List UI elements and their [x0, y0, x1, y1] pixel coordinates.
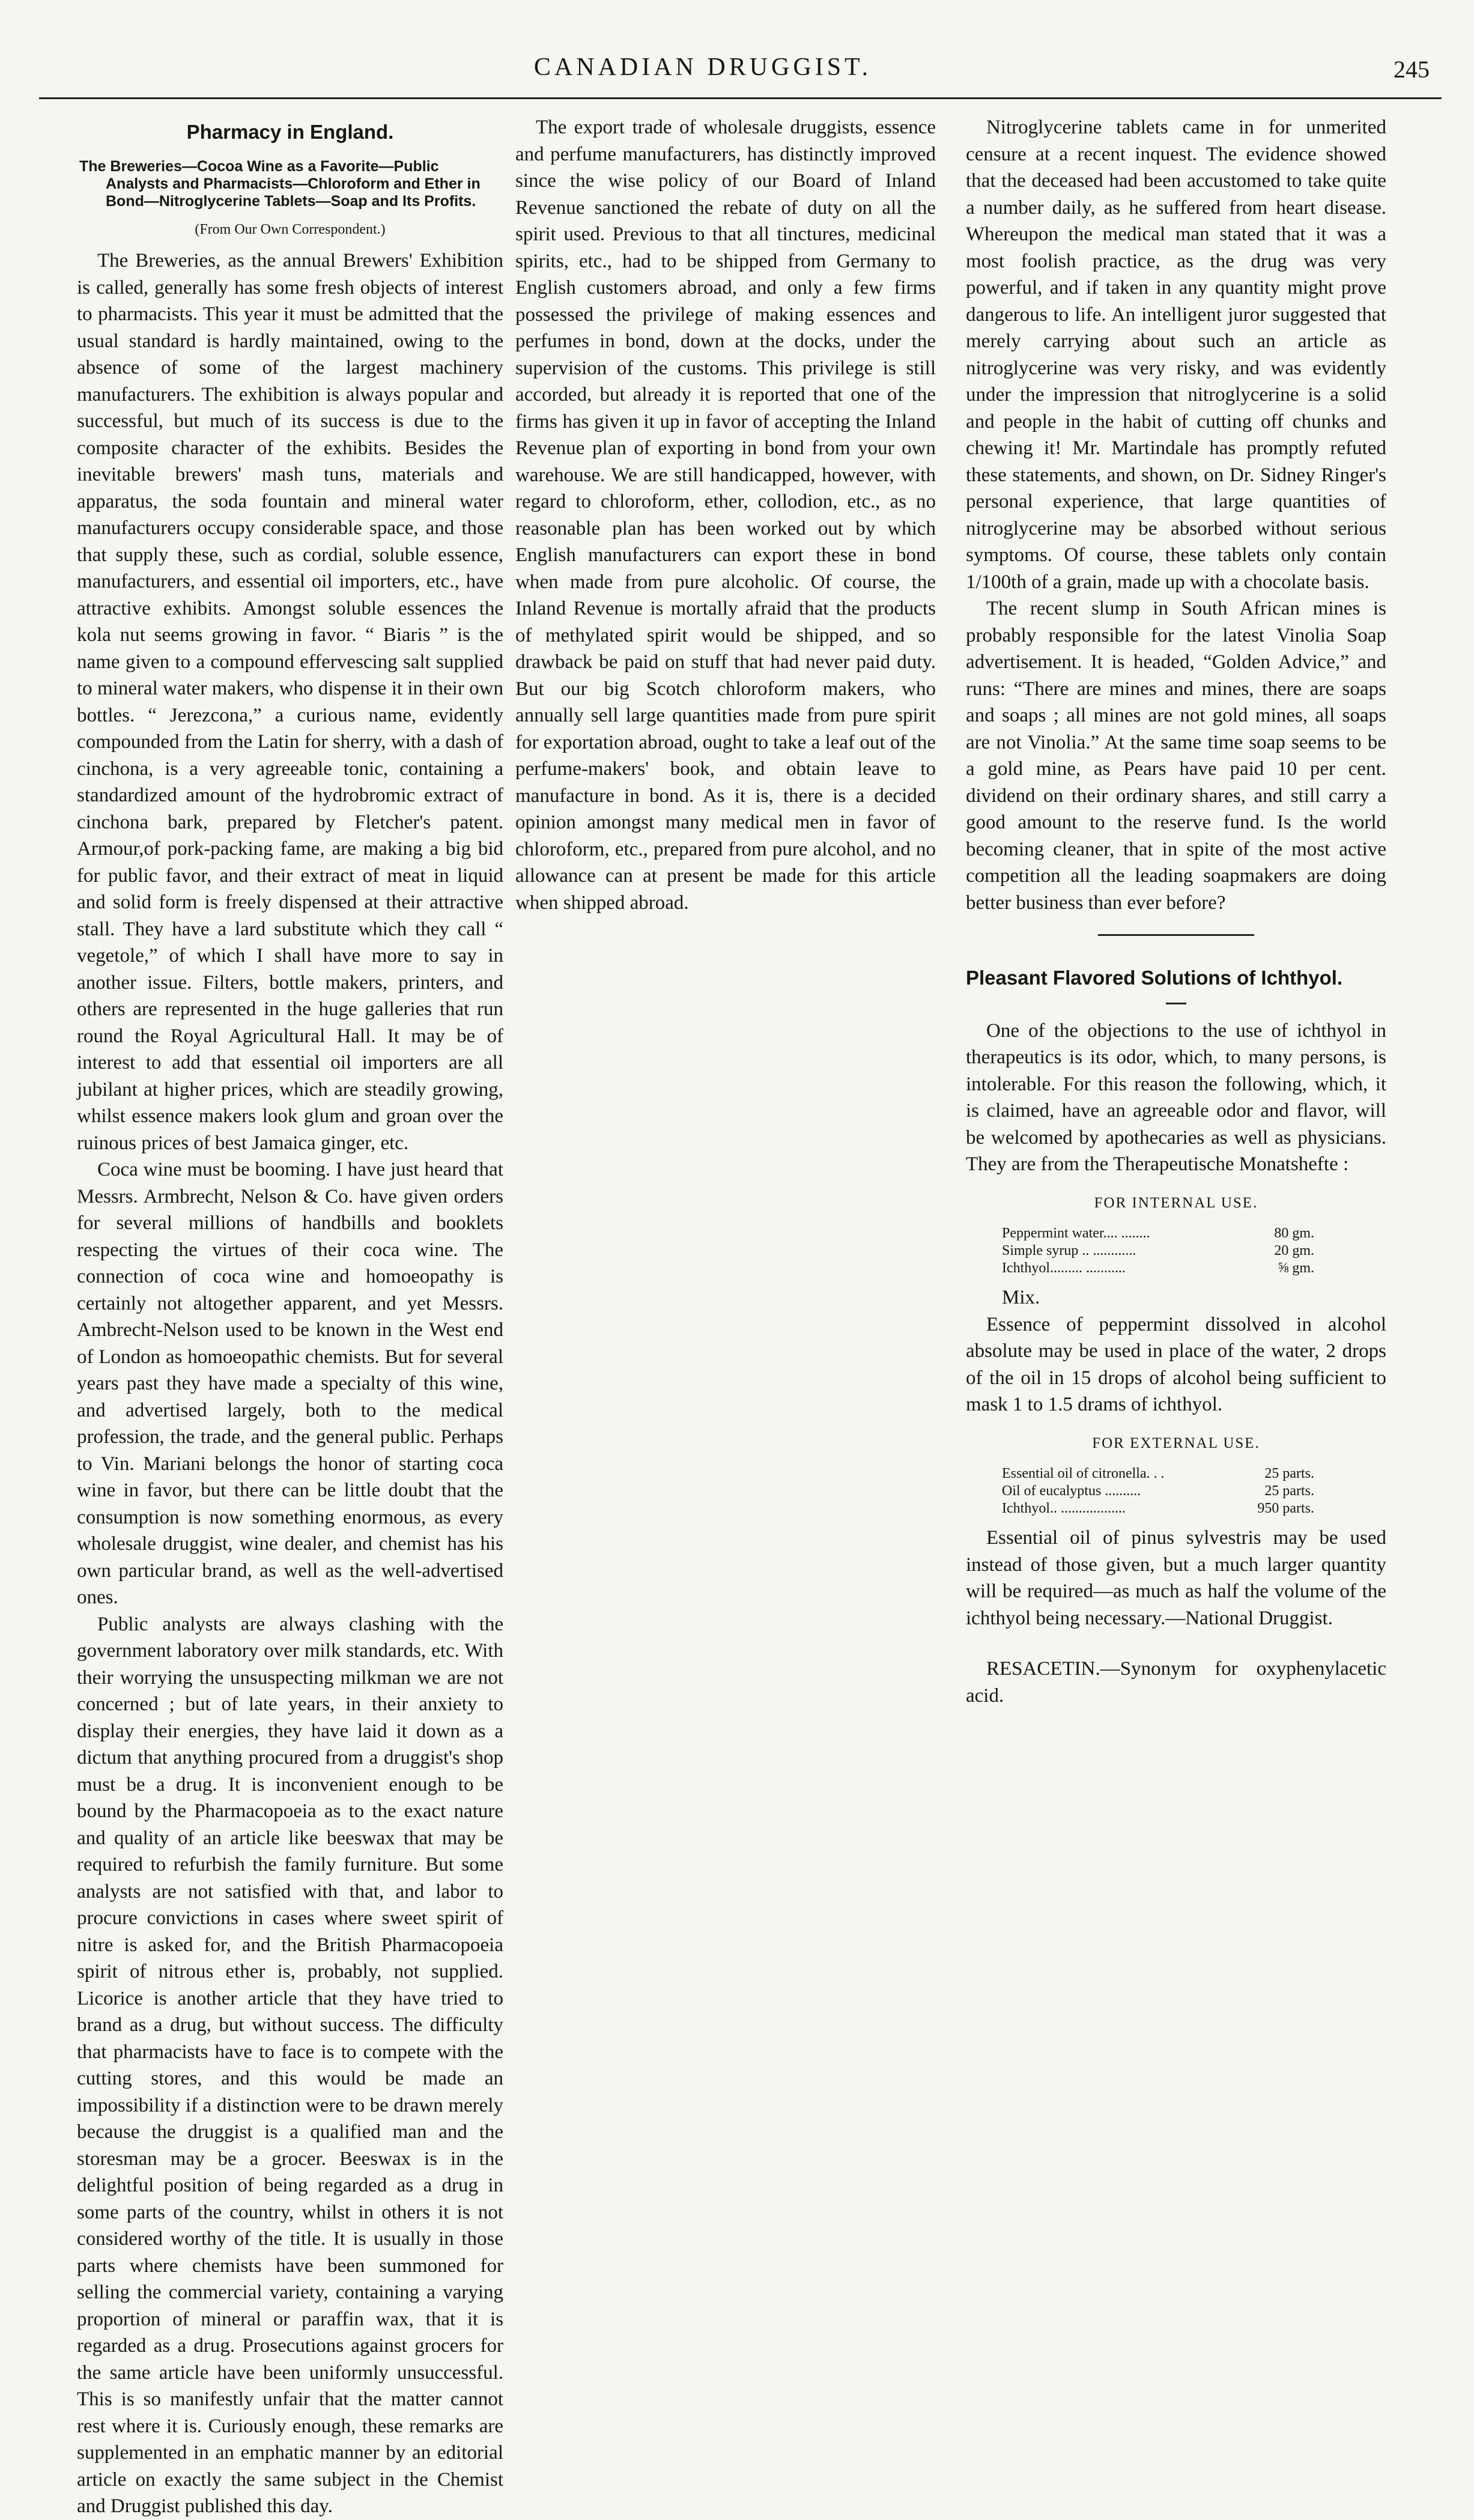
article-byline: (From Our Own Correspondent.) [195, 221, 386, 237]
recipe-row: Oil of eucalyptus .......... 25 parts. [1002, 1483, 1314, 1499]
resacetin-note: RESACETIN.—Synonym for oxyphenylacetic acid. [966, 1658, 1386, 1707]
external-use-heading: FOR EXTERNAL USE. [1092, 1435, 1260, 1451]
section-divider [1098, 934, 1254, 936]
internal-recipe [1002, 1225, 1314, 1277]
column-2 [515, 114, 936, 916]
recipe-row: Ichthyol......... ........... ⅝ gm. [1002, 1260, 1314, 1276]
article2-title: Pleasant Flavored Solutions of Ichthyol. [966, 967, 1343, 989]
title-rule [1166, 1003, 1186, 1004]
article-title: Pharmacy in England. [186, 121, 394, 143]
header-rule [39, 97, 1442, 99]
paragraph-coca-wine: Coca wine must be booming. I have just heard that Messrs. Armbrecht, Nelson & Co. have given orders for several millions of handbills and booklets respecting the virtues of their coca wine. The connection of coca wine and homoeopathy is certainly not altogether apparent, and yet Messrs. Ambrecht-Nelson used to be known in the West end of London as homoeopathic chemists. But for several years past they have made a specialty of this wine, and advertised largely, both to the medical profession, the trade, and the general public. Perhaps to Vin. Mariani belongs the honor of starting coca wine in favor, but there can be little doubt that the consumption is now something enormous, as every wholesale druggist, wine dealer, and chemist has his own particular brand, as well as the well-advertised ones. [77, 1159, 503, 1608]
paragraph-soap: The recent slump in South African mines is probably responsible for the latest Vinolia Soap advertisement. It is headed, “Golden Advice,” and runs: “There are mines and mines, there are soaps and soaps ; all mines are not gold mines, all soaps are not Vinolia.” At the same time soap seems to be a gold mine, as Pears have paid 10 per cent. dividend on their ordinary shares, and still carry a good amount to the reserve fund. Is the world becoming cleaner, that in spite of the most active competition all the leading soapmakers are doing better business than ever before? [966, 598, 1386, 914]
page-header [42, 53, 1430, 95]
internal-use-heading: FOR INTERNAL USE. [1094, 1194, 1258, 1211]
column-3 [966, 114, 1386, 1709]
journal-title: CANADIAN DRUGGIST. [533, 53, 872, 81]
recipe-row: Ichthyol.. .................. 950 parts. [1002, 1501, 1314, 1516]
external-recipe [1002, 1465, 1314, 1517]
paragraph-breweries: The Breweries, as the annual Brewers' Exhibition is called, generally has some fresh objects of interest to pharmacists. This year it must be admitted that the usual standard is hardly maintained, owing to the absence of some of the largest machinery manufacturers. The exhibition is always popular and successful, but much of its success is due to the composite character of the exhibits. Besides the inevitable brewers' mash tuns, materials and apparatus, the soda fountain and mineral water manufacturers occupy considerable space, and those that supply these, such as cordial, soluble essence, manufacturers, and essential oil importers, etc., have attractive exhibits. Amongst soluble essences the kola nut seems growing in favor. “ Biaris ” is the name given to a compound effervescing salt supplied to mineral water makers, who dispense it in their own bottles. “ Jerezcona,” a curious name, evidently compounded from the Latin for sherry, with a dash of cinchona, is a very agreeable tonic, containing a standardized amount of the hydrobromic extract of cinchona bark, prepared by Fletcher's patent. Armour,of pork-packing fame, are making a big bid for public favor, and their extract of meat in liquid and solid form is freely dispensed at their attractive stall. They have a lard substitute which they call “ vegetole,” of which I shall have more to say in another issue. Filters, bottle makers, printers, and others are represented in the huge galleries that run round the Royal Agricultural Hall. It may be of interest to add that essential oil importers are all jubilant at higher prices, which are steadily growing, whilst essence makers look glum and groan over the ruinous prices of best Jamaica ginger, etc. [77, 250, 503, 1154]
page-number: 245 [1394, 56, 1430, 83]
paragraph-public-analysts: Public analysts are always clashing with the government laboratory over milk standards, etc. With their worrying the unsuspecting milkman we are not concerned ; but of late years, in their anxiety to display their energies, they have laid it down as a dictum that anything procured from a druggist's shop must be a drug. It is inconvenient enough to be bound by the Pharmacopoeia as to the exact nature and quality of an article like beeswax that may be required to refurbish the family furniture. But some analysts are not satisfied with that, and labor to procure convictions in cases where sweet spirit of nitre is asked for, and the British Pharmacopoeia spirit of nitrous ether is, probably, not supplied. Licorice is another article that they have tried to brand as a drug, but without success. The difficulty that pharmacists have to face is to compete with the cutting stores, and this would be made an impossibility if a distinction were to be drawn merely because the druggist is a qualified man and the storesman may be a grocer. Beeswax is in the delightful position of being regarded as a drug in some parts of the country, whilst in others it is not considered worthy of the title. It is usually in those parts where chemists have been summoned for selling the commercial variety, containing a varying proportion of mineral or paraffin wax, that it is regarded as a drug. Prosecutions against grocers for the same article have been uniformly unsuccessful. This is so manifestly unfair that the matter cannot rest where it is. Curiously enough, these remarks are supplemented in an emphatic manner by an editorial article on exactly the same subject in the Chemist and Druggist published this day. [77, 1613, 503, 2517]
recipe-row: Essential oil of citronella. . . 25 parts. [1002, 1466, 1314, 1481]
peppermint-note: Essence of peppermint dissolved in alcohol absolute may be used in place of the water, 2 drops of the oil in 15 drops of alcohol being sufficient to mask 1 to 1.5 drams of ichthyol. [966, 1313, 1386, 1415]
paragraph-nitroglycerine: Nitroglycerine tablets came in for unmerited censure at a recent inquest. The evidence showed that the deceased had been accustomed to take quite a number daily, as he suffered from heart disease. Whereupon the medical man stated that it was a most foolish practice, as the drug was very powerful, and if taken in any quantity might prove dangerous to life. An intelligent juror suggested that merely carrying about such an article as nitroglycerine was very risky, and was evidently under the impression that nitroglycerine is a solid and people in the habit of cutting off chunks and chewing it! Mr. Martindale has promptly refuted these statements, and shown, on Dr. Sidney Ringer's personal experience, that large quantities of nitroglycerine may be absorbed without serious symptoms. Of course, these tablets only contain 1/100th of a grain, made up with a chocolate basis. [966, 117, 1386, 593]
column-1 [77, 114, 503, 2520]
ichthyol-intro: One of the objections to the use of ichthyol in therapeutics is its odor, which, to many persons, is intolerable. For this reason the following, which, it is claimed, have an agreeable odor and flavor, will be welcomed by apothecaries as well as physicians. They are from the Therapeutische Monatshefte : [966, 1019, 1386, 1175]
paragraph-export-trade: The export trade of wholesale druggists, essence and perfume manufacturers, has distinctly improved since the wise policy of our Board of Inland Revenue sanctioned the rebate of duty on all the spirit used. Previous to that all tinctures, medicinal spirits, etc., had to be shipped from Germany to English customers abroad, and only a few firms possessed the privilege of making essences and perfumes in bond, down at the docks, under the supervision of the customs. This privilege is still accorded, but already it is reported that one of the firms has given it up in favor of accepting the Inland Revenue plan of exporting in bond from your own warehouse. We are still handicapped, however, with regard to chloroform, ether, collodion, etc., as no reasonable plan has been worked out by which English manufacturers can export these in bond when made from pure alcoholic. Of course, the Inland Revenue is mortally afraid that the products of methylated spirit would be shipped, and so drawback be paid on stuff that had never paid duty. But our big Scotch chloroform makers, who annually sell large quantities made from pure spirit for exportation abroad, ought to take a leaf out of the perfume-makers' book, and obtain leave to manufacture in bond. As it is, there is a decided opinion amongst many medical men in favor of chloroform, etc., prepared from pure alcohol, and no allowance can at present be made for this article when shipped abroad. [515, 117, 936, 914]
article-subtitle: The Breweries—Cocoa Wine as a Favorite—Public Analysts and Pharmacists—Chloroform and Ether in Bond—Nitroglycerine Tablets—Soap and Its Profits. [79, 157, 481, 210]
mix-instruction: Mix. [1002, 1287, 1040, 1308]
ichthyol-closing: Essential oil of pinus sylvestris may be used instead of those given, but a much larger quantity will be required—as much as half the volume of the ichthyol being necessary.—National Druggist. [966, 1527, 1386, 1629]
recipe-row: Simple syrup .. ............ 20 gm. [1002, 1243, 1314, 1258]
recipe-row: Peppermint water.... ........ 80 gm. [1002, 1225, 1314, 1241]
